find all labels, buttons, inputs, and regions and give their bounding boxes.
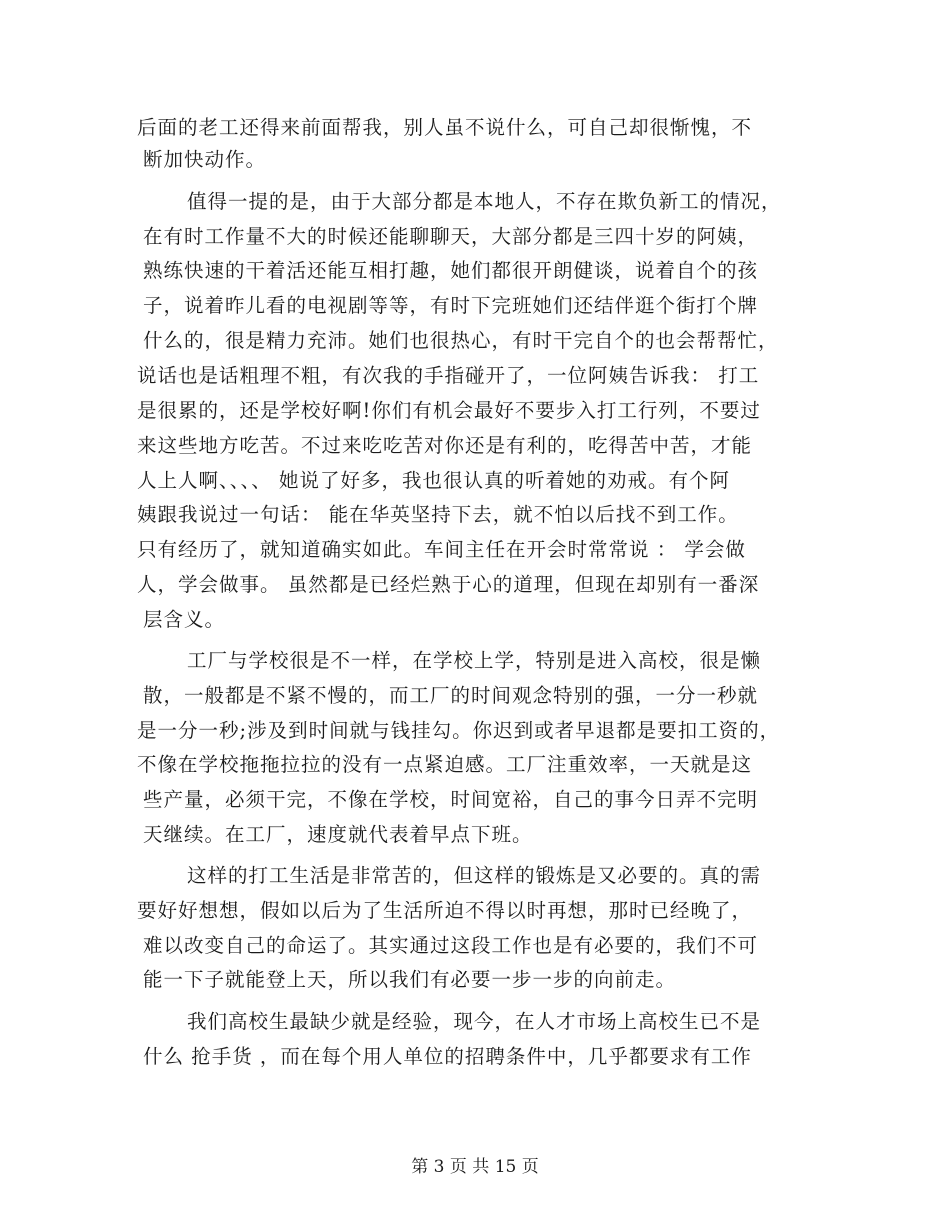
text-line: 什么的，很是精力充沛。她们也很热心，有时干完自个的也会帮帮忙， bbox=[143, 329, 779, 352]
text-line: 些产量，必须干完，不像在学校，时间宽裕，自己的事今日弄不完明 bbox=[143, 788, 759, 811]
text-line: 层含义。 bbox=[143, 608, 226, 631]
text-line: 人上人啊、、、、 她说了好多，我也很认真的听着她的劝戒。有个阿 bbox=[137, 469, 730, 492]
text-line: 后面的老工还得来前面帮我，别人虽不说什么，可自己却很惭愧，不 bbox=[137, 116, 753, 139]
text-line: 这样的打工生活是非常苦的，但这样的锻炼是又必要的。真的需 bbox=[187, 864, 762, 887]
text-line: 断加快动作。 bbox=[143, 148, 267, 171]
text-line: 天继续。在工厂，速度就代表着早点下班。 bbox=[143, 823, 533, 846]
text-line: 子，说着昨儿看的电视剧等等，有时下完班她们还结伴逛个街打个牌 bbox=[143, 294, 759, 317]
text-line: 只有经历了，就知道确实如此。车间主任在开会时常常说 ： 学会做 bbox=[137, 538, 746, 561]
text-line: 能一下子就能登上天，所以我们有必要一步一步的向前走。 bbox=[143, 968, 677, 991]
text-line: 说话也是话粗理不粗，有次我的手指碰开了，一位阿姨告诉我： 打工 bbox=[137, 364, 760, 387]
page-footer: 第 3 页 共 15 页 bbox=[411, 1157, 539, 1177]
text-line: 人，学会做事。 虽然都是已经烂熟于心的道理，但现在却别有一番深 bbox=[137, 573, 760, 596]
text-line: 什么 抢手货 ，而在每个用人单位的招聘条件中，几乎都要求有工作 bbox=[143, 1045, 752, 1068]
text-line: 熟练快速的干着活还能互相打趣，她们都很开朗健谈，说着自个的孩 bbox=[143, 259, 759, 282]
text-line: 是一分一秒;涉及到时间就与钱挂勾。你迟到或者早退都是要扣工资的， bbox=[137, 719, 781, 742]
text-line: 来这些地方吃苦。不过来吃吃苦对你还是有利的，吃得苦中苦，才能 bbox=[137, 434, 753, 457]
text-line: 不像在学校拖拖拉拉的没有一点紧迫感。工厂注重效率，一天就是这 bbox=[137, 753, 753, 776]
text-line: 工厂与学校很是不一样，在学校上学，特别是进入高校，很是懒 bbox=[187, 649, 762, 672]
text-line: 是很累的，还是学校好啊!你们有机会最好不要步入打工行列，不要过 bbox=[137, 399, 761, 422]
text-line: 值得一提的是，由于大部分都是本地人，不存在欺负新工的情况， bbox=[187, 190, 782, 213]
text-line: 在有时工作量不大的时候还能聊聊天，大部分都是三四十岁的阿姨， bbox=[143, 225, 759, 248]
text-line: 难以改变自己的命运了。其实通过这段工作也是有必要的，我们不可 bbox=[143, 934, 759, 957]
text-line: 要好好想想，假如以后为了生活所迫不得以时再想，那时已经晚了， bbox=[137, 899, 753, 922]
text-line: 姨跟我说过一句话： 能在华英坚持下去，就不怕以后找不到工作。 bbox=[137, 503, 739, 526]
text-line: 散，一般都是不紧不慢的，而工厂的时间观念特别的强，一分一秒就 bbox=[143, 684, 759, 707]
text-line: 我们高校生最缺少就是经验，现今，在人才市场上高校生已不是 bbox=[187, 1010, 762, 1033]
